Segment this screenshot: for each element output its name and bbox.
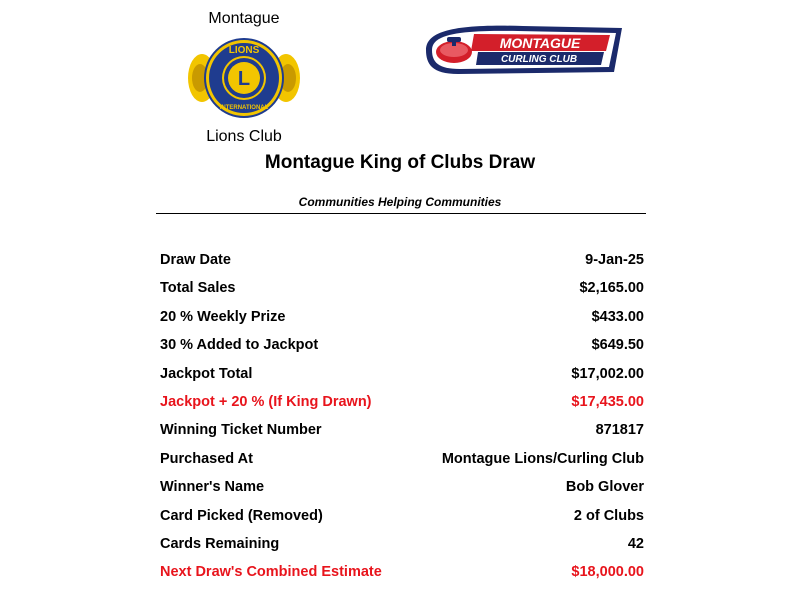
result-value: $2,165.00 — [579, 280, 644, 297]
result-value: 2 of Clubs — [573, 507, 644, 524]
result-label: 30 % Added to Jackpot — [160, 337, 319, 354]
lions-top-text: Montague — [208, 10, 280, 27]
curling-club-logo — [418, 20, 628, 80]
result-row — [160, 418, 644, 446]
result-row — [160, 560, 644, 588]
result-value: $649.50 — [591, 337, 644, 354]
result-value: 871817 — [595, 422, 644, 439]
result-row — [160, 248, 644, 276]
result-label: Draw Date — [160, 252, 231, 268]
result-value: $18,000.00 — [571, 564, 644, 581]
result-row — [160, 390, 644, 418]
result-row — [160, 504, 644, 532]
result-label: Total Sales — [160, 280, 236, 297]
divider — [156, 213, 646, 214]
result-row — [160, 447, 644, 475]
emblem-letter: L — [237, 68, 251, 90]
curling-line1: MONTAGUE — [499, 35, 581, 51]
result-row — [160, 333, 644, 361]
result-label: Purchased At — [160, 450, 253, 467]
page-title: Montague King of Clubs Draw — [264, 152, 536, 173]
result-row — [160, 305, 644, 333]
result-value: 9-Jan-25 — [585, 252, 644, 268]
emblem-ribbon: INTERNATIONAL — [219, 105, 269, 111]
result-label: Next Draw's Combined Estimate — [160, 564, 382, 581]
page-subtitle: Communities Helping Communities — [298, 195, 502, 209]
result-row — [160, 475, 644, 503]
curling-line2: CURLING CLUB — [500, 54, 578, 65]
result-value: Bob Glover — [565, 479, 644, 496]
result-row — [160, 532, 644, 560]
result-label: Winner's Name — [160, 479, 265, 496]
result-label: Jackpot + 20 % (If King Drawn) — [160, 393, 372, 410]
result-row — [160, 362, 644, 390]
result-value: $17,435.00 — [571, 393, 644, 410]
draw-results-list — [160, 248, 644, 589]
result-label: Cards Remaining — [160, 535, 280, 552]
result-value: $17,002.00 — [571, 365, 644, 382]
emblem-word: LIONS — [228, 45, 260, 56]
result-label: Jackpot Total — [160, 365, 253, 382]
result-row — [160, 276, 644, 304]
result-value: 42 — [627, 535, 644, 552]
result-label: 20 % Weekly Prize — [160, 308, 286, 325]
lions-club-logo-block — [186, 10, 302, 145]
result-label: Card Picked (Removed) — [160, 507, 323, 524]
lions-bottom-text: Lions Club — [206, 128, 282, 145]
result-value: $433.00 — [591, 308, 644, 325]
result-value: Montague Lions/Curling Club — [441, 450, 644, 467]
lions-emblem-icon — [188, 36, 300, 122]
result-label: Winning Ticket Number — [160, 422, 322, 439]
